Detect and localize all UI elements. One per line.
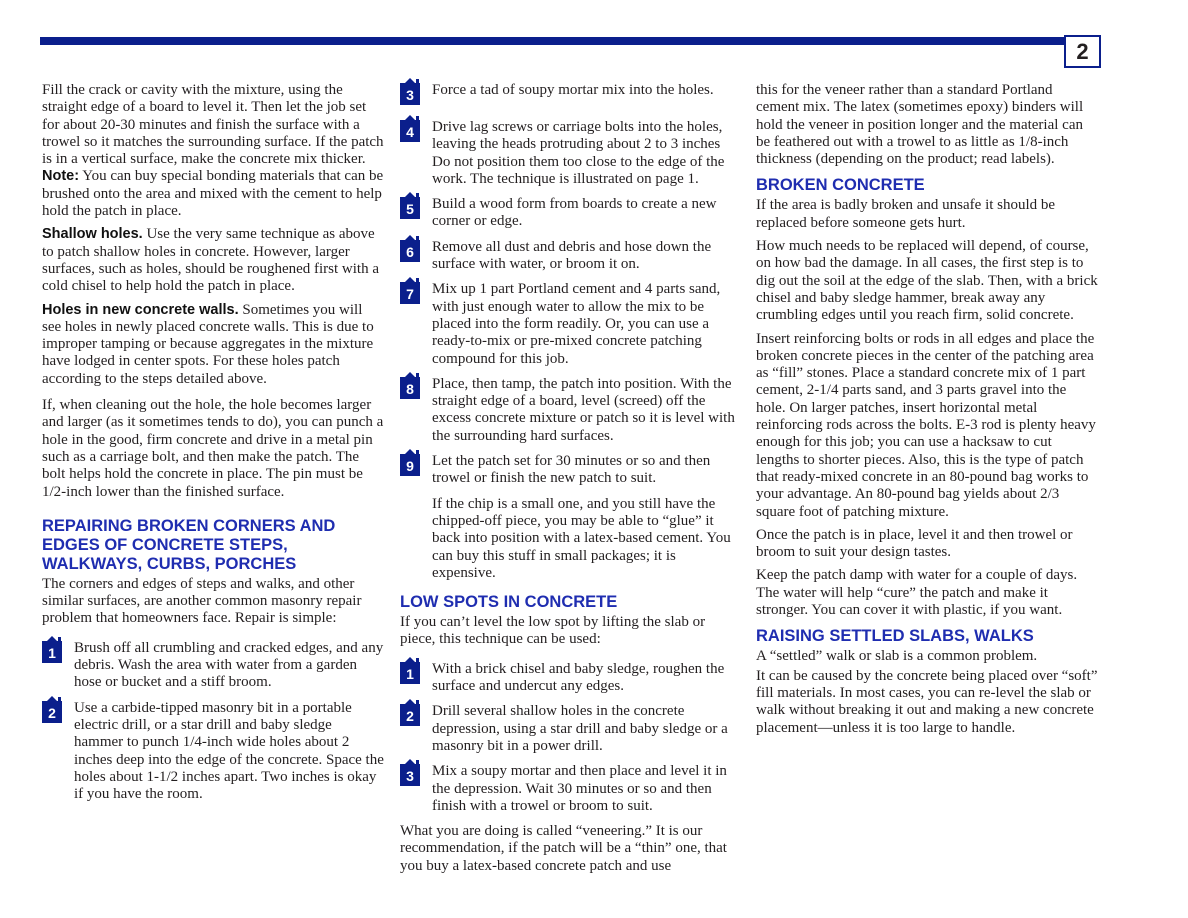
step-number-icon: 2 (400, 704, 420, 726)
paragraph-raising-1: A “settled” walk or slab is a common problem. (756, 648, 1038, 665)
paragraph-broken-2: How much needs to be replaced will depend, of course, on how bad the damage. In all cases, the first step is to dig out the soil at the edge of the slab. Then, with a brick chisel and baby sledge hammer, break away any crumbling edges until you reach firm, solid concrete. (756, 238, 1098, 324)
low-step-3 (400, 763, 742, 815)
note-label: Note: (42, 168, 80, 185)
paragraph-chip-note: If the chip is a small one, and you still have the chipped-off piece, you may be able to “glue” it back into position with a latex-based cement. You can buy this stuff in small packages; it is expensive. (432, 495, 731, 581)
step-number-icon: 2 (42, 701, 62, 723)
paragraph-larger-hole: If, when cleaning out the hole, the hole becomes larger and larger (as it sometimes tends to do), you can punch a hole in the good, firm concrete and drive in a metal pin such as a carriage bolt, and then make the patch. The bolt helps hold the concrete in place. The pin must be 1/2-inch lower than the finished surface. (42, 397, 384, 500)
paragraph-low-intro: If you can’t level the low spot by lifting the slab or piece, this technique can be used: (400, 614, 706, 648)
paragraph-broken-4: Once the patch is in place, level it and then trowel or broom to suit your design tastes. (756, 526, 1073, 561)
heading-broken-concrete: BROKEN CONCRETE (756, 176, 925, 195)
step-text: Mix a soupy mortar and then place and level it in the depression. Wait 30 minutes or so and then finish with a trowel or broom to suit. (432, 763, 727, 814)
step-number-icon: 1 (42, 641, 62, 663)
step-text: Use a carbide-tipped masonry bit in a portable electric drill, or a star drill and baby sledge hammer to punch 1/4-inch wide holes about 2 inches deep into the edge of the concrete. Space the holes about 1-1/2 inches apart. Two inches is okay if you have the room. (74, 699, 384, 803)
column-3 (756, 82, 1098, 743)
paragraph-broken-1: If the area is badly broken and unsafe it should be replaced before someone gets hurt. (756, 197, 1056, 231)
low-step-1 (400, 661, 742, 696)
step-6 (400, 239, 742, 274)
header-rule (40, 37, 1066, 45)
paragraph-raising-2: It can be caused by the concrete being placed over “soft” fill materials. In most cases, you can re-level the slab or walk without breaking it out and making a new concrete placement—unless it is too large to handle. (756, 667, 1098, 736)
step-1 (42, 640, 384, 692)
step-text: With a brick chisel and baby sledge, roughen the surface and undercut any edges. (432, 660, 725, 695)
column-1 (42, 82, 384, 811)
step-text: Drive lag screws or carriage bolts into the holes, leaving the heads protruding about 2 to 3 inches Do not position them too close to the edge of the work. The technique is illustrated on page 1. (432, 119, 725, 187)
step-number-icon: 7 (400, 282, 420, 304)
column-2 (400, 82, 742, 881)
page-number: 2 (1064, 35, 1101, 68)
step-5 (400, 196, 742, 231)
paragraph-veneering: What you are doing is called “veneering.” It is our recommendation, if the patch will be a “thin” one, that you buy a latex-based concrete patch and use (400, 823, 727, 874)
step-3 (400, 82, 742, 105)
paragraph-shallow-holes: Shallow holes. Use the very same technique as above to patch shallow holes in concrete. However, larger surfaces, such as holes, should be roughened first with a cold chisel to help hold the patch in place. (42, 226, 380, 295)
heading-raising-slabs: RAISING SETTLED SLABS, WALKS (756, 627, 1034, 646)
shallow-holes-lead: Shallow holes. (42, 226, 143, 243)
paragraph-veneer-cont: this for the veneer rather than a standard Portland cement mix. The latex (sometimes epoxy) binders will hold the veneer in position longer and the material can be feathered out with a trowel to as little as 1/8-inch thickness (depending on the product; read labels). (756, 82, 1084, 168)
step-number-icon: 3 (400, 764, 420, 786)
paragraph-new-walls: Holes in new concrete walls. Sometimes you will see holes in newly placed concrete walls. This is due to improper tamping or because aggregates in the mixture have lodged in center spots. For these holes patch according to the steps detailed above. (42, 301, 374, 387)
step-2 (42, 700, 384, 804)
step-number-icon: 1 (400, 662, 420, 684)
paragraph-broken-5: Keep the patch damp with water for a couple of days. The water will help “cure” the patch and make it stronger. You can cover it with plastic, if you want. (756, 567, 1078, 619)
step-9 (400, 453, 742, 488)
paragraph-fill-crack: Fill the crack or cavity with the mixture, using the straight edge of a board to level it. Then let the job set for about 20-30 minutes and finish the surface with a trowel so it matches the surrounding surface. If the patch is in a vertical surface, make the concrete mix thicker. Note: You can buy special bonding materials that can be brushed onto the area and mixed with the cement to help hold the patch in place. (42, 82, 384, 220)
step-text: Brush off all crumbling and cracked edges, and any debris. Wash the area with water from a garden hose or bucket and a stiff broom. (74, 639, 384, 691)
step-number-icon: 8 (400, 377, 420, 399)
heading-low-spots: LOW SPOTS IN CONCRETE (400, 593, 618, 612)
step-text: Force a tad of soupy mortar mix into the holes. (432, 82, 714, 98)
paragraph-corners-intro: The corners and edges of steps and walks, and other similar surfaces, are another common masonry repair problem that homeowners face. Repair is simple: (42, 575, 362, 627)
step-7 (400, 281, 742, 367)
new-walls-lead: Holes in new concrete walls. (42, 301, 239, 318)
low-step-2 (400, 703, 742, 755)
step-text: Place, then tamp, the patch into position. With the straight edge of a board, level (screed) off the excess concrete mixture or patch so it is level with the surrounding hard surfaces. (432, 375, 735, 444)
step-4 (400, 119, 742, 188)
step-text: Drill several shallow holes in the concrete depression, using a star drill and baby sledge or a masonry bit in a power drill. (432, 703, 728, 754)
step-text: Mix up 1 part Portland cement and 4 parts sand, with just enough water to allow the mix to be placed into the form readily. Or, you can use a ready-to-mix or pre-mixed concrete patching compound for this job. (432, 281, 721, 367)
step-text: Remove all dust and debris and hose down the surface with water, or broom it on. (432, 238, 712, 273)
step-8 (400, 376, 742, 445)
step-text: Build a wood form from boards to create a new corner or edge. (432, 196, 717, 230)
step-number-icon: 9 (400, 454, 420, 476)
step-number-icon: 3 (400, 83, 420, 105)
step-text: Let the patch set for 30 minutes or so and then trowel or finish the new patch to suit. (432, 453, 711, 487)
step-number-icon: 5 (400, 197, 420, 219)
paragraph-broken-3: Insert reinforcing bolts or rods in all edges and place the broken concrete pieces in the center of the patching area as “fill” stones. Place a standard concrete mix of 1 part cement, 2-1/4 parts sand, and 3 parts gravel into the hole. On larger patches, insert horizontal metal reinforcing rods across the bolts. E-3 rod is plenty heavy enough for this job; you can use a hacksaw to cut lengths to shorter pieces. Also, this is the type of patch that ready-mixed concrete in an 80-pound bag works to your advantage. An 80-pound bag yields about 2/3 square foot of patching mixture. (756, 330, 1096, 520)
step-number-icon: 6 (400, 240, 420, 262)
step-number-icon: 4 (400, 120, 420, 142)
heading-corners: REPAIRING BROKEN CORNERS AND EDGES OF CONCRETE STEPS, WALKWAYS, CURBS, PORCHES (42, 516, 336, 573)
